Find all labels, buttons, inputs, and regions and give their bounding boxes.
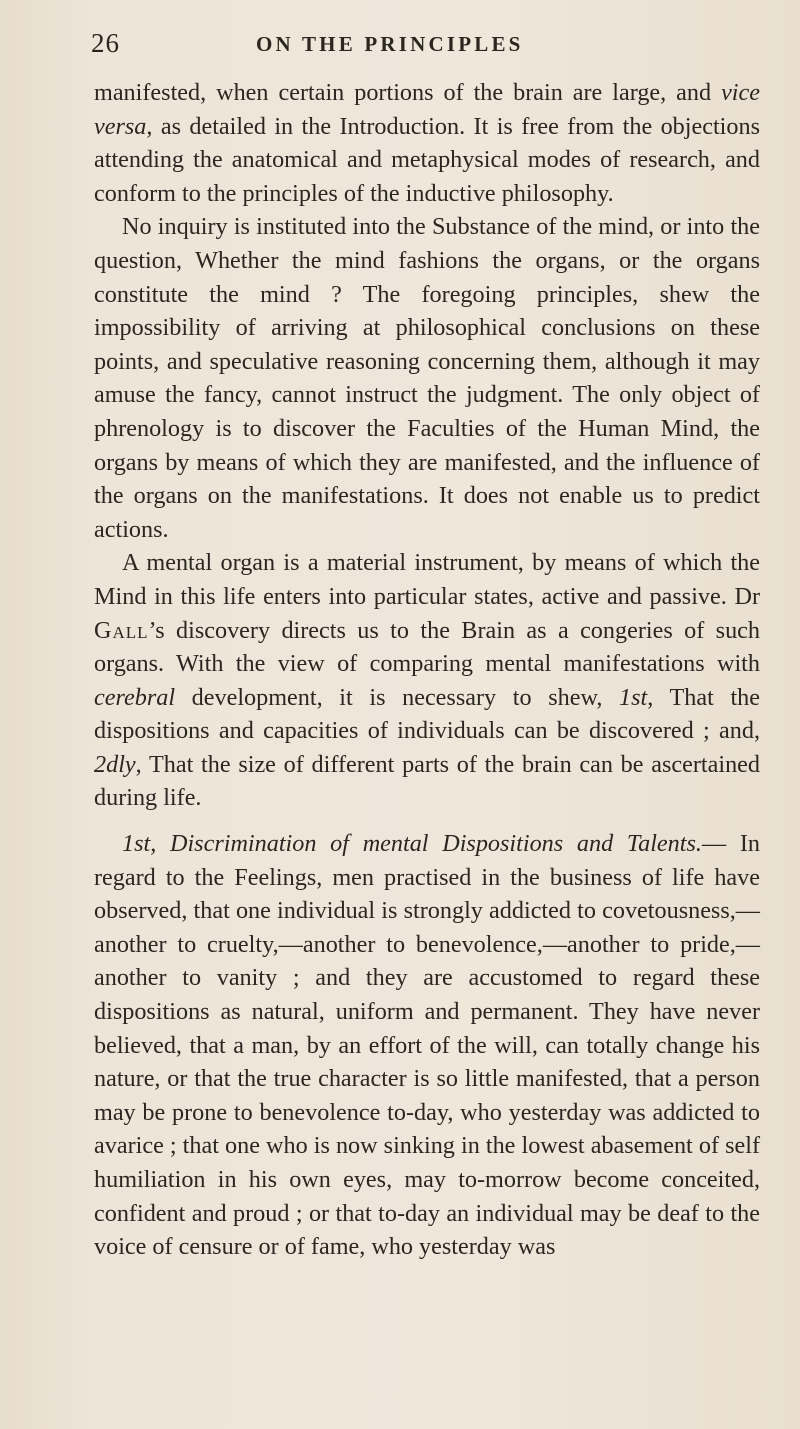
- section-heading: 1st, Discrimination of mental Dispositions and Talents.: [122, 830, 702, 858]
- paragraph-3-text-b: ’s discovery directs us to the Brain as a congeries of such organs. With the view of comparing mental manifestations with: [94, 616, 760, 678]
- section-gap: [94, 815, 760, 827]
- paragraph-3-text-e: , That the size of different parts of the brain can be ascertained during life.: [94, 750, 760, 812]
- paragraph-4: [94, 827, 760, 1264]
- paragraph-1-text-a: manifested, when certain portions of the brain are large, and: [94, 79, 722, 106]
- paragraph-2-text: No inquiry is instituted into the Substance of the mind, or into the question, Whether the mind fashions the organs, or the organs constitute the mind ? The foregoing principles, shew the impossibility of arriving at philosophical conclusions on these points, and speculative reasoning concerning them, although it may amuse the fancy, cannot instruct the judgment. The only object of phrenology is to discover the Faculties of the Human Mind, the organs by means of which they are manifested, and the influence of the organs on the manifestations. It does not enable us to predict actions.: [94, 213, 760, 543]
- paragraph-3-italic-a: cerebral: [94, 683, 176, 711]
- running-title: ON THE PRINCIPLES: [256, 32, 524, 56]
- paragraph-3-italic-c: 2dly: [94, 750, 136, 778]
- paragraph-3-smallcaps-a: Gall: [94, 616, 149, 644]
- paragraph-3-text-d: , That the dispositions and capacities of individuals can be discovered ; and,: [94, 683, 761, 745]
- paragraph-3-text-a: A mental organ is a material instrument, by means of which the Mind in this life enters into particular states, active and passive. Dr: [94, 549, 760, 610]
- running-head: [91, 22, 760, 72]
- paragraph-1: [94, 76, 760, 210]
- paragraph-2: [94, 210, 760, 546]
- paragraph-3-italic-b: 1st: [619, 683, 648, 711]
- paragraph-1-italic-a: vice versa: [94, 79, 760, 140]
- paragraph-3: [94, 546, 760, 815]
- paragraph-3-text-c: development, it is necessary to shew,: [175, 683, 620, 711]
- page-number: 26: [91, 28, 120, 58]
- paragraph-4-text: — In regard to the Feelings, men practised in the business of life have observed, that one individual is strongly addicted to covetousness,—another to cruelty,—another to benevolence,—another to pride,—another to vanity ; and they are accustomed to regard these dispositions as natural, uniform and permanent. They have never believed, that a man, by an effort of the will, can totally change his nature, or that the true character is so little manifested, that a person may be prone to benevolence to-day, who yesterday was addicted to avarice ; that one who is now sinking in the lowest abasement of self humiliation in his own eyes, may to-morrow become conceited, confident and proud ; or that to-day an individual may be deaf to the voice of censure or of fame, who yesterday was: [94, 830, 760, 1261]
- paragraph-1-text-b: , as detailed in the Introduction. It is free from the objections attending the anatomical and metaphysical modes of research, and conform to the principles of the inductive philosophy.: [94, 112, 760, 207]
